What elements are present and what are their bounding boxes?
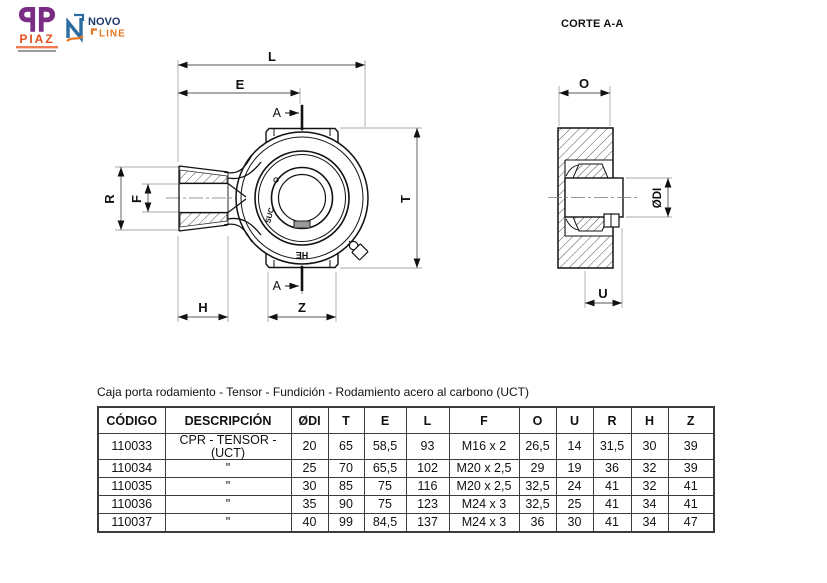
table-row — [98, 460, 714, 478]
novoline-logo — [66, 12, 128, 44]
table-cell: 99 — [328, 514, 364, 533]
table-cell: 36 — [519, 514, 556, 533]
table-cell: 41 — [668, 496, 714, 514]
table-cell: 34 — [631, 496, 668, 514]
dim-label-L: L — [268, 49, 276, 64]
table-cell: 41 — [668, 478, 714, 496]
table-cell: 32 — [631, 460, 668, 478]
table-cell: 65,5 — [364, 460, 406, 478]
column-header: Z — [668, 407, 714, 434]
column-header: ØDI — [291, 407, 328, 434]
set-screw-section — [604, 214, 619, 227]
table-row — [98, 478, 714, 496]
table-cell: 41 — [593, 478, 631, 496]
table-cell: 137 — [406, 514, 449, 533]
table-cell: 110033 — [98, 434, 165, 460]
table-cell: 24 — [556, 478, 593, 496]
table-header-row — [98, 407, 714, 434]
table-cell: 19 — [556, 460, 593, 478]
column-header: F — [449, 407, 519, 434]
front-view — [102, 49, 422, 322]
table-cell: 39 — [668, 434, 714, 460]
table-cell: M24 x 3 — [449, 496, 519, 514]
table-row — [98, 514, 714, 533]
section-mark-label-top: A — [272, 106, 281, 120]
housing-marking-text: HE — [295, 250, 309, 260]
column-header: E — [364, 407, 406, 434]
column-header: DESCRIPCIÓN — [165, 407, 291, 434]
dim-label-E: E — [235, 77, 245, 92]
novoline-text-line: LINE — [99, 28, 126, 40]
column-header: O — [519, 407, 556, 434]
dim-label-H: H — [198, 300, 208, 315]
section-mark-label-bottom: A — [272, 279, 281, 293]
table-cell: 65 — [328, 434, 364, 460]
dim-label-Z: Z — [298, 300, 306, 315]
table-cell: 110037 — [98, 514, 165, 533]
table-cell: 32 — [631, 478, 668, 496]
table-cell: 40 — [291, 514, 328, 533]
set-screw — [294, 221, 310, 228]
table-cell: 31,5 — [593, 434, 631, 460]
table-cell: 25 — [556, 496, 593, 514]
table-cell: " — [165, 460, 291, 478]
table-cell: 14 — [556, 434, 593, 460]
table-cell: 110034 — [98, 460, 165, 478]
table-cell: 110035 — [98, 478, 165, 496]
table-cell: 70 — [328, 460, 364, 478]
column-header: H — [631, 407, 668, 434]
table-title: Caja porta rodamiento - Tensor - Fundición - Rodamiento acero al carbono (UCT) — [97, 385, 529, 399]
column-header: T — [328, 407, 364, 434]
dim-label-T: T — [398, 195, 413, 203]
table-cell: 102 — [406, 460, 449, 478]
piaz-logo-glyph — [19, 7, 55, 32]
table-body — [98, 434, 714, 533]
table-cell: 30 — [291, 478, 328, 496]
table-cell: " — [165, 496, 291, 514]
technical-drawing — [0, 45, 827, 335]
piaz-logo-text: PIAZ — [19, 32, 55, 46]
table-cell: 26,5 — [519, 434, 556, 460]
dim-label-F: F — [129, 195, 144, 203]
section-view-title: CORTE A-A — [561, 18, 624, 30]
table-cell: 30 — [556, 514, 593, 533]
dim-label-U: U — [598, 286, 608, 301]
column-header: R — [593, 407, 631, 434]
table-cell: 116 — [406, 478, 449, 496]
dim-label-O: O — [578, 76, 590, 91]
table-cell: 84,5 — [364, 514, 406, 533]
table-cell: 35 — [291, 496, 328, 514]
table-cell: 93 — [406, 434, 449, 460]
table-cell: 85 — [328, 478, 364, 496]
table-cell: " — [165, 514, 291, 533]
section-view — [548, 76, 672, 308]
spec-table — [97, 406, 715, 533]
table-cell: 75 — [364, 478, 406, 496]
table-cell: 32,5 — [519, 478, 556, 496]
table-cell: 36 — [593, 460, 631, 478]
table-cell: 110036 — [98, 496, 165, 514]
table-cell: 29 — [519, 460, 556, 478]
novoline-bracket-icon — [92, 30, 97, 35]
housing-section-geometry — [548, 128, 638, 268]
table-cell: M24 x 3 — [449, 514, 519, 533]
table-cell: M20 x 2,5 — [449, 460, 519, 478]
dim-label-DI: ØDI — [652, 187, 664, 209]
novoline-text-novo: NOVO — [88, 16, 121, 28]
table-cell: 25 — [291, 460, 328, 478]
table-cell: 123 — [406, 496, 449, 514]
table-cell: 34 — [631, 514, 668, 533]
table-cell: 58,5 — [364, 434, 406, 460]
bearing-marking-text: SUC — [263, 206, 276, 225]
table-cell: 20 — [291, 434, 328, 460]
table-cell: 47 — [668, 514, 714, 533]
table-cell: CPR - TENSOR - (UCT) — [165, 434, 291, 460]
table-row — [98, 434, 714, 460]
column-header: L — [406, 407, 449, 434]
table-row — [98, 496, 714, 514]
table-cell: 41 — [593, 496, 631, 514]
table-cell: 39 — [668, 460, 714, 478]
column-header: CÓDIGO — [98, 407, 165, 434]
dim-label-R: R — [102, 194, 117, 204]
table-cell: " — [165, 478, 291, 496]
table-cell: 32,5 — [519, 496, 556, 514]
table-cell: 30 — [631, 434, 668, 460]
novoline-logo-glyph — [67, 15, 83, 41]
table-cell: M20 x 2,5 — [449, 478, 519, 496]
table-cell: 90 — [328, 496, 364, 514]
table-cell: 41 — [593, 514, 631, 533]
column-header: U — [556, 407, 593, 434]
table-cell: 75 — [364, 496, 406, 514]
table-cell: M16 x 2 — [449, 434, 519, 460]
